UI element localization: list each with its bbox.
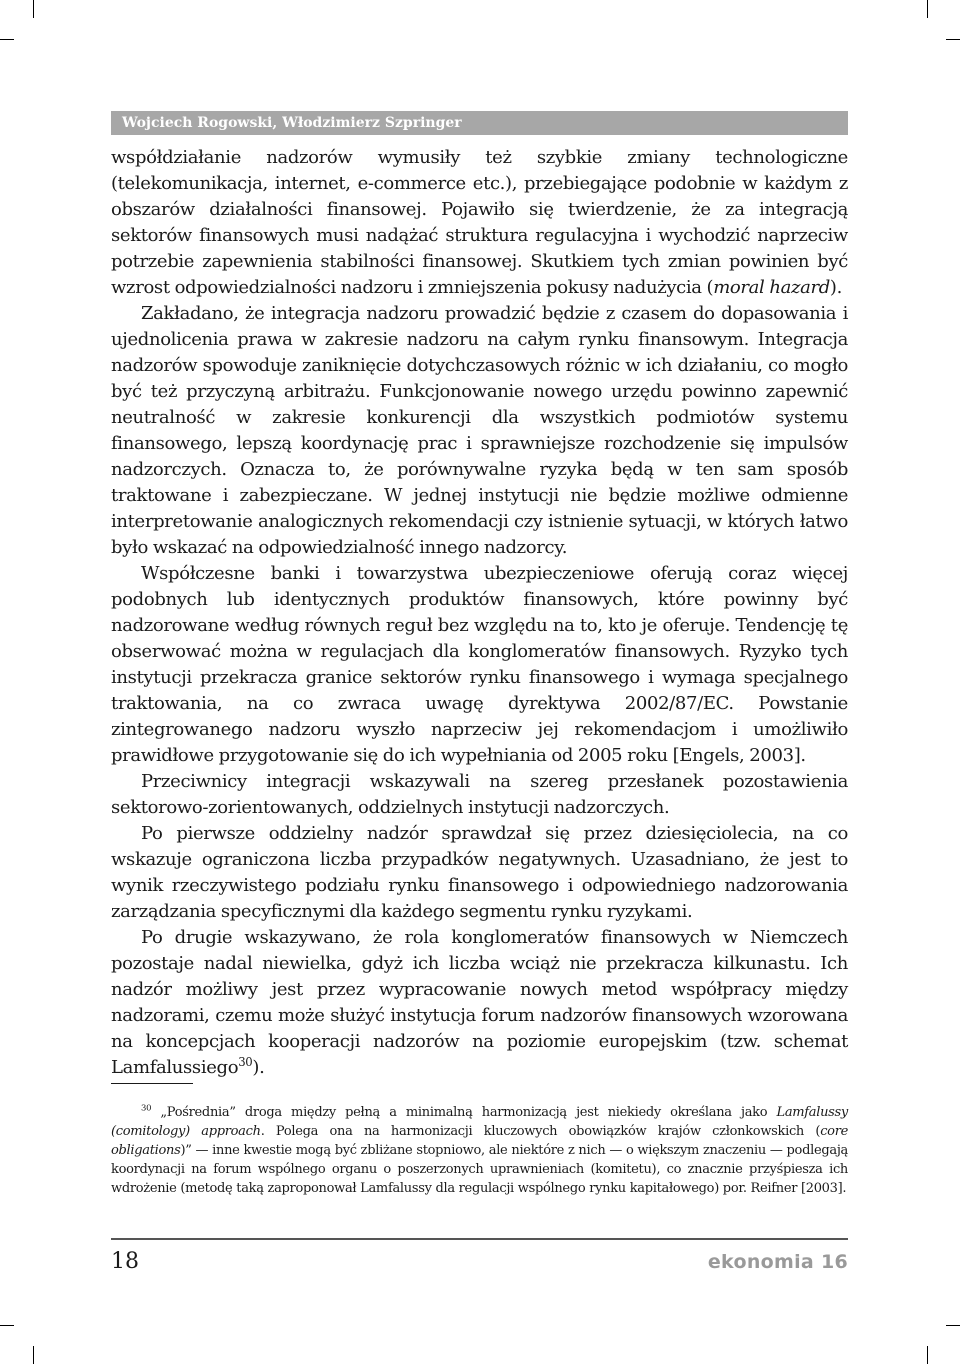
paragraph-tail: ). — [252, 1057, 265, 1078]
article-body — [111, 145, 848, 1081]
footnote-part: „Pośrednia” droga między pełną a minimalną harmonizacją jest niekiedy określana jako — [160, 1105, 777, 1120]
footnote — [111, 1103, 848, 1198]
footnote-divider — [111, 1083, 193, 1084]
crop-mark — [946, 39, 960, 40]
crop-mark — [33, 0, 34, 18]
crop-mark — [927, 1346, 928, 1364]
paragraph — [111, 145, 848, 301]
paragraph-text: współdziałanie nadzorów wymusiły też szybkie zmiany technologiczne (telekomunikacja, internet, e-commerce etc.), przebiegające podobnie w każdym z obszarów działalności finansowej. Pojawiło się twierdzenie, że za integracją sektorów finansowych musi nadążać struktura regulacyjna i wychodzić naprzeciw potrzebie zapewnienia stabilności finansowej. Skutkiem tych zmian powinien być wzrost odpowiedzialności nadzoru i zmniejszenia pokusy nadużycia ( — [111, 147, 848, 298]
footnote-part: . Polega ona na harmonizacji kluczowych obowiązków krajów członkowskich ( — [260, 1124, 821, 1139]
footnote-number: 30 — [141, 1102, 152, 1113]
footnote-emphasis: Lamfalussy (comitology) approach — [111, 1105, 848, 1139]
journal-name: ekonomia 16 — [707, 1251, 848, 1273]
paragraph-text: Po drugie wskazywano, że rola konglomeratów finansowych w Niemczech pozostaje nadal niewielka, gdyż ich liczba wciąż nie przekracza kilkunastu. Ich nadzór możliwy jest przez wypracowanie nowych metod współpracy między nadzorami, czemu może służyć instytucja forum nadzorów finansowych wzorowana na koncepcjach kooperacji nadzorów na poziomie europejskim (tzw. schemat Lamfalussiego — [111, 927, 848, 1078]
paragraph: Przeciwnicy integracji wskazywali na szereg przesłanek pozostawienia sektorowo-zorientowanych, oddzielnych instytucji nadzorczych. — [111, 771, 848, 818]
footer-divider — [111, 1238, 848, 1240]
crop-mark — [927, 0, 928, 18]
crop-mark — [0, 1325, 14, 1326]
crop-mark — [33, 1346, 34, 1364]
crop-mark — [946, 1325, 960, 1326]
page-number: 18 — [111, 1249, 139, 1274]
footnote-text — [111, 1103, 848, 1198]
paragraph-tail: ). — [829, 277, 842, 298]
footnote-emphasis: core obligations — [111, 1124, 849, 1158]
crop-mark — [0, 39, 14, 40]
footnote-part: )” — inne kwestie mogą być zbliżane stopniowo, ale niektóre z nich — o większym znaczeniu — podlegają koordynacji na forum wspólnego organu o poszerzonych uprawnieniach (komitetu), co znacznie przyśpiesza ich wdrożenie (metodę taką zaproponował Lamfalussy dla regulacji wspólnego rynku kapitałowego) por. Reifner [2003]. — [111, 1143, 848, 1196]
header-authors: Wojciech Rogowski, Włodzimierz Szpringer — [122, 115, 462, 131]
paragraph: Współczesne banki i towarzystwa ubezpieczeniowe oferują coraz więcej podobnych lub identycznych produktów finansowych, które powinny być nadzorowane według równych reguł bez względu na to, kto je oferuje. Tendencję tę obserwować można w regulacjach dla konglomeratów finansowych. Ryzyko tych instytucji przekracza granice sektorów rynku finansowego i wymaga specjalnego traktowania, na co zwraca uwagę dyrektywa 2002/87/EC. Powstanie zintegrowanego nadzoru wyszło naprzeciw jej rekomendacjom i umożliwiło prawidłowe przygotowanie się do ich wypełniania od 2005 roku [Engels, 2003]. — [111, 563, 848, 766]
paragraph — [111, 925, 848, 1081]
paragraph: Po pierwsze oddzielny nadzór sprawdzał się przez dziesięciolecia, na co wskazuje ograniczona liczba przypadków negatywnych. Uzasadniano, że jest to wynik rzeczywistego podziału rynku finansowego i odpowiedniego nadzorowania zarządzania specyficznymi dla każdego segmentu rynku ryzykami. — [111, 823, 848, 922]
running-header — [111, 111, 848, 135]
paragraph: Zakładano, że integracja nadzoru prowadzić będzie z czasem do dopasowania i ujednolicenia prawa w zakresie nadzoru na całym rynku finansowym. Integracja nadzorów spowoduje zaniknięcie dotychczasowych różnic w ich działaniu, co mogło być też przyczyną arbitrażu. Funkcjonowanie nowego urzędu powinno zapewnić neutralność w zakresie konkurencji dla wszystkich podmiotów systemu finansowego, lepszą koordynację prac i sprawniejsze rozchodzenie się impulsów nadzorczych. Oznacza to, że porównywalne ryzyka będą w ten sam sposób traktowane i zabezpieczane. W jednej instytucji nie będzie możliwe odmienne interpretowanie analogicznych rekomendacji czy istnienie sytuacji, w których łatwo było wskazać na odpowiedzialność innego nadzorcy. — [111, 303, 848, 558]
emphasis-term: moral hazard — [713, 277, 830, 298]
footnote-reference[interactable]: 30 — [238, 1055, 253, 1069]
